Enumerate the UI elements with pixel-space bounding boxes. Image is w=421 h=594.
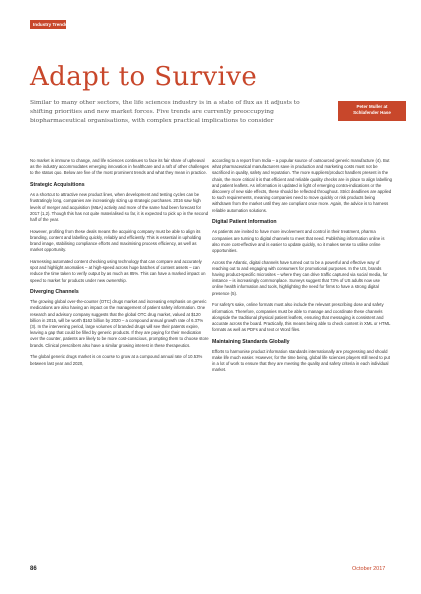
body-paragraph: according to a report from India – a popular source of outsourced generic manufacture (4). But what pharmaceutical manufacturers save in production and marketing costs must not be sacrificed in quality, safety and reputation. The more suppliers/product handlers present in the chain, the more critical it is that efficient and reliable quality checks are in place to align labelling and patient leaflets. As information is updated in light of emerging contra-indications or the discovery of new side effects, these should be reflected throughout. Strict deadlines are applied to such requirements, meaning companies need to move quickly or risk products being withdrawn from the market until they are compliant once more. Again, the advice is to harness reliable automation solutions. bbox=[212, 158, 392, 213]
section-tag-label: Industry Trends bbox=[33, 21, 68, 27]
author-box bbox=[338, 101, 406, 121]
section-heading: Maintaining Standards Globally bbox=[212, 338, 290, 345]
body-paragraph: Efforts to harmonise product information standards internationally are progressing and should make life much easier. However, for the time being, global life sciences players still need to put in a lot of work to ensure that they are meeting the quality and safety criteria in each individual market. bbox=[212, 348, 390, 373]
section-heading: Strategic Acquisitions bbox=[30, 182, 85, 189]
author-company: Schlafender Hase bbox=[353, 110, 391, 115]
issue-date: October 2017 bbox=[352, 566, 386, 572]
body-paragraph: As a shortcut to attractive new product lines, when development and testing cycles can be frustratingly long, companies are increasingly sizing up strategic purchases. 2016 saw high levels of merger and acquisition (M&A) activity and more of the same had been forecast for 2017 (1,2). Though this has not quite materialised so far, it is expected to pick up in the second half of the year. bbox=[30, 192, 209, 222]
section-heading: Diverging Channels bbox=[30, 289, 79, 296]
body-paragraph: No market is immune to change, and life sciences continues to face its fair share of upheaval as the industry accommodates emerging innovation in healthcare and a raft of other challenges to the status quo. Below are five of the most prominent trends and what they mean in practice. bbox=[30, 158, 209, 176]
body-paragraph: For safety's sake, online formats must also include the relevant prescribing dose and safety information. Therefore, companies must be able to manage and coordinate these channels alongside the traditional physical patient leaflets, ensuring that messaging is consistent and accurate across the board. Practically, this means being able to check content in XML or HTML formats as well as PDFs and text or Word files. bbox=[212, 302, 391, 333]
body-paragraph: The global generic drugs market is on course to grow at a compound annual rate of 10.53% between last year and 2020, bbox=[30, 354, 203, 366]
right-column bbox=[212, 158, 392, 379]
article-standfirst: Similar to many other sectors, the life sciences industry is in a state of flux as it adjusts to shifting priorities and new market forces. Five trends are currently preoccupying biopharmaceutical organisations, with complex practical implications to consider bbox=[30, 100, 300, 124]
page-number: 86 bbox=[30, 566, 37, 572]
body-paragraph: Across the Atlantic, digital channels have turned out to be a powerful and effective way of reaching out to and engaging with consumers for promotional purposes. In the US, brands having product-specific microsites – where they can drive traffic captured via social media, for instance – is increasingly commonplace. Surveys suggest that 73% of US adults now use online health information and tools, highlighting the need for firms to have a strong digital presence (5). bbox=[212, 259, 388, 296]
left-column bbox=[30, 158, 210, 372]
body-paragraph: The growing global over-the-counter (OTC) drugs market and increasing emphasis on generic medications are also having an impact on the management of patient safety information. One research and advisory company suggests that the global OTC drug market, valued at $120 billion in 2015, will be worth $162 billion by 2020 – a compound annual growth rate of 6.37% (3). In the intervening period, large volumes of branded drugs will see their patents expire, leaving a gap that could be filled by generic products. If they are paying for their medication over the counter, patients are likely to be more cost-conscious, prompting them to choose store brands. Clinical prescribers also have a similar growing interest in these therapeutics. bbox=[30, 299, 209, 348]
body-paragraph: Harnessing automated content checking using technology that can compare and accurately spot and highlight anomalies – at high-speed across huge batches of content assets – can reduce the time taken to verify output by as much as 85%. This can have a marked impact on speed to market for products under new ownership. bbox=[30, 258, 206, 283]
section-heading: Digital Patient Information bbox=[212, 219, 277, 226]
body-paragraph: As patients are invited to have more involvement and control in their treatment, pharma companies are turning to digital channels to meet that need. Publishing information online is also more cost-effective and is easier to update quickly, so it makes sense to utilise online opportunities. bbox=[212, 229, 385, 253]
body-paragraph: However, profiting from these deals means the acquiring company must be able to align its branding, content and labelling quickly, reliably and efficiently. This is essential in upholding brand image, stabilising compliance efforts and maximising process efficiency, as well as market opportunity. bbox=[30, 228, 201, 253]
author-name: Peter Muller at bbox=[356, 104, 388, 109]
section-tag bbox=[30, 20, 66, 29]
article-title: Adapt to Survive bbox=[30, 62, 258, 92]
